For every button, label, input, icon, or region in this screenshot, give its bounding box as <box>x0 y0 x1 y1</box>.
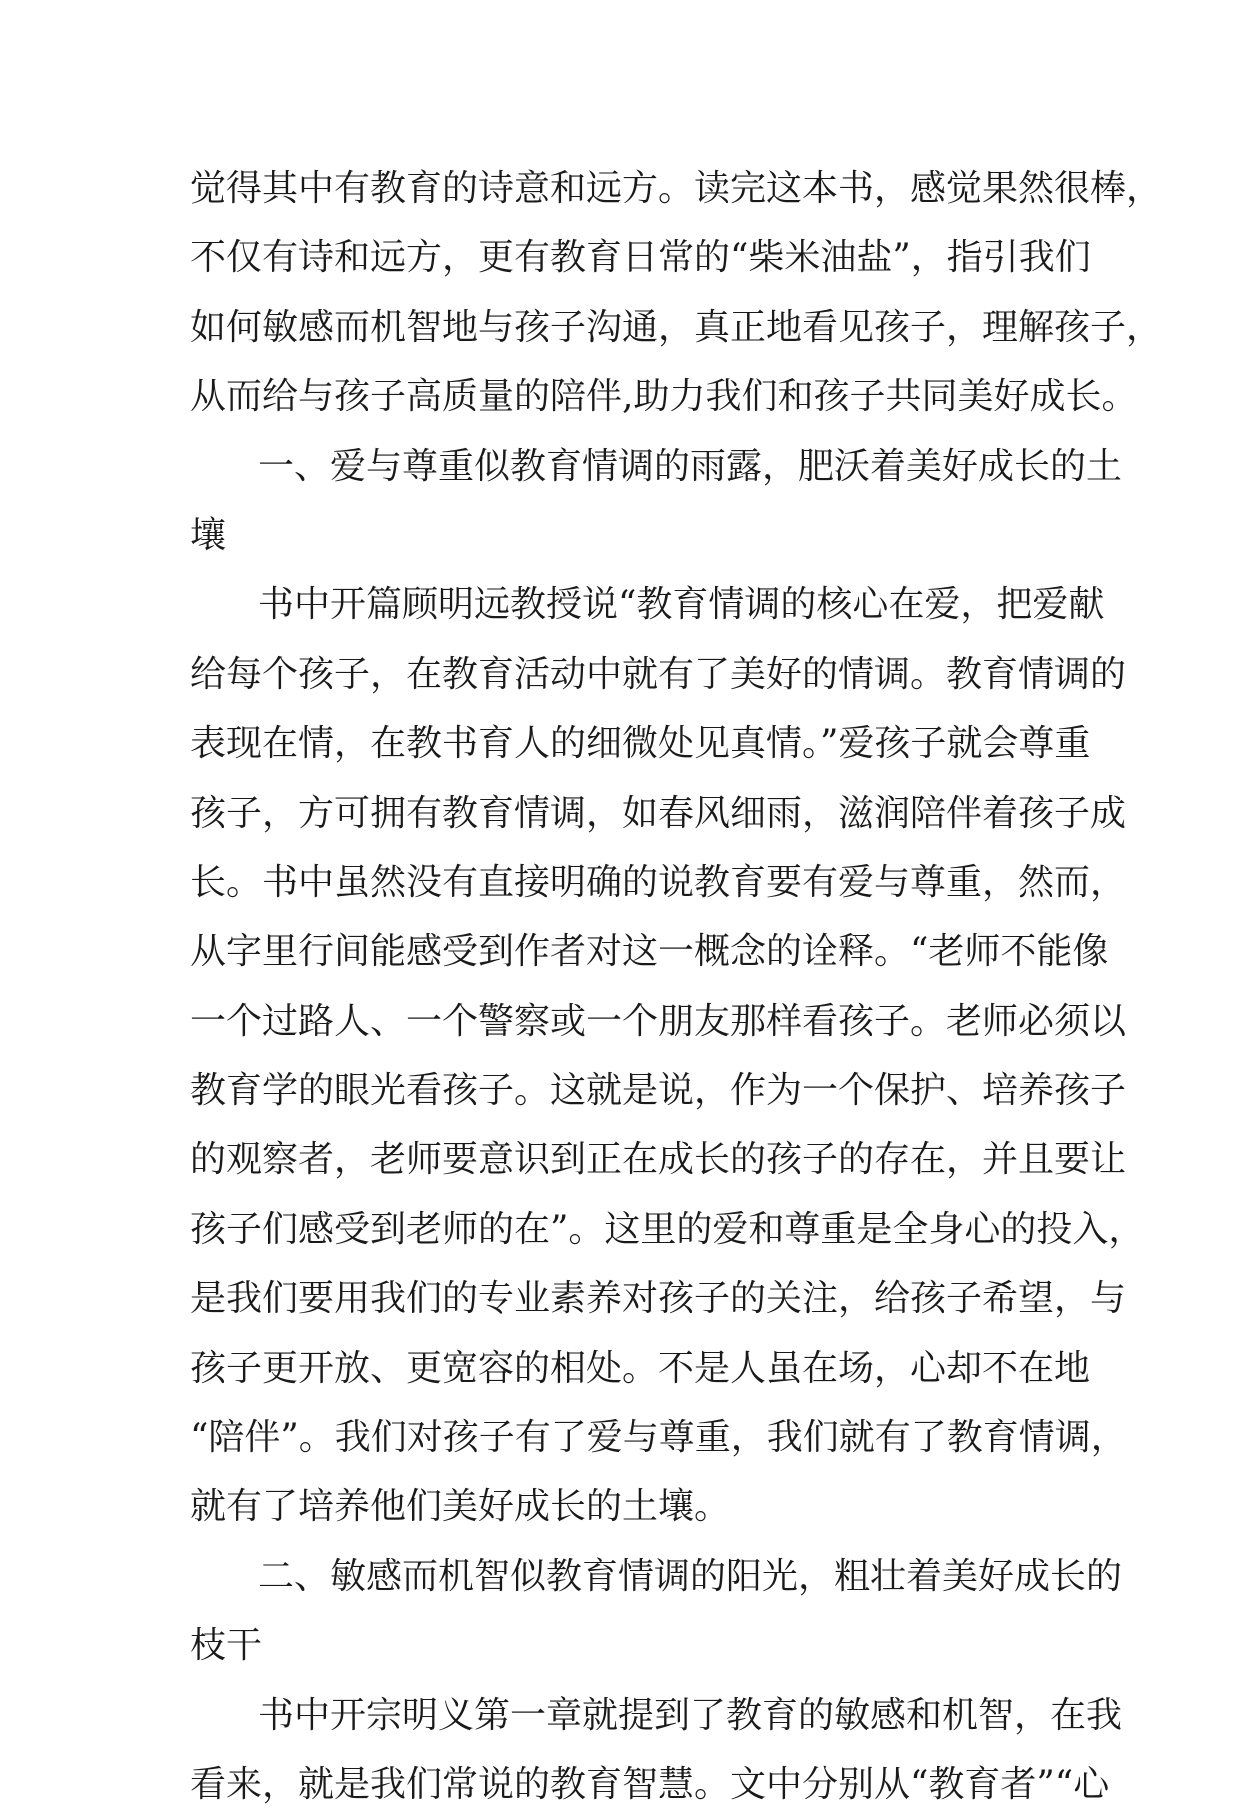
text-line: 不仅有诗和远方，更有教育日常的“柴米油盐”，指引我们 <box>190 237 1091 279</box>
text-line: 是我们要用我们的专业素养对孩子的关注，给孩子希望，与 <box>190 1278 1127 1320</box>
section-heading-2: 二、敏感而机智似教育情调的阳光，粗壮着美好成长的 <box>258 1555 1123 1597</box>
text-line: 书中开宗明义第一章就提到了教育的敏感和机智，在我 <box>258 1694 1123 1736</box>
text-line: 一个过路人、一个警察或一个朋友那样看孩子。老师必须以 <box>190 1000 1127 1042</box>
text-line: 的观察者，老师要意识到正在成长的孩子的存在，并且要让 <box>190 1139 1127 1181</box>
text-line: 从字里行间能感受到作者对这一概念的诠释。“老师不能像 <box>190 931 1109 973</box>
text-line: 给每个孩子，在教育活动中就有了美好的情调。教育情调的 <box>190 653 1127 695</box>
text-line: 表现在情，在教书育人的细微处见真情。”爱孩子就会尊重 <box>190 723 1091 765</box>
text-line: “陪伴”。我们对孩子有了爱与尊重，我们就有了教育情调， <box>190 1417 1127 1459</box>
text-line: 孩子更开放、更宽容的相处。不是人虽在场，心却不在地 <box>190 1347 1091 1389</box>
section-heading-2-continued: 枝干 <box>190 1625 263 1667</box>
text-line: 书中开篇顾明远教授说“教育情调的核心在爱，把爱献 <box>258 584 1105 626</box>
text-line: 孩子，方可拥有教育情调，如春风细雨，滋润陪伴着孩子成 <box>190 792 1127 834</box>
text-line: 长。书中虽然没有直接明确的说教育要有爱与尊重，然而， <box>190 861 1127 903</box>
section-heading-1: 一、爱与尊重似教育情调的雨露，肥沃着美好成长的土 <box>258 445 1123 487</box>
text-line: 觉得其中有教育的诗意和远方。读完这本书，感觉果然很棒， <box>190 168 1163 209</box>
text-line: 孩子们感受到老师的在”。这里的爱和尊重是全身心的投入， <box>190 1208 1145 1250</box>
text-line: 教育学的眼光看孩子。这就是说，作为一个保护、培养孩子 <box>190 1070 1127 1112</box>
text-line: 看来，就是我们常说的教育智慧。文中分别从“教育者”“心 <box>190 1763 1110 1805</box>
section-heading-1-continued: 壤 <box>190 514 227 556</box>
text-line: 就有了培养他们美好成长的土壤。 <box>190 1486 731 1528</box>
document-body <box>190 154 1163 1819</box>
text-line: 如何敏感而机智地与孩子沟通，真正地看见孩子，理解孩子， <box>190 306 1163 348</box>
text-line: 从而给与孩子高质量的陪伴,助力我们和孩子共同美好成长。 <box>190 376 1138 418</box>
